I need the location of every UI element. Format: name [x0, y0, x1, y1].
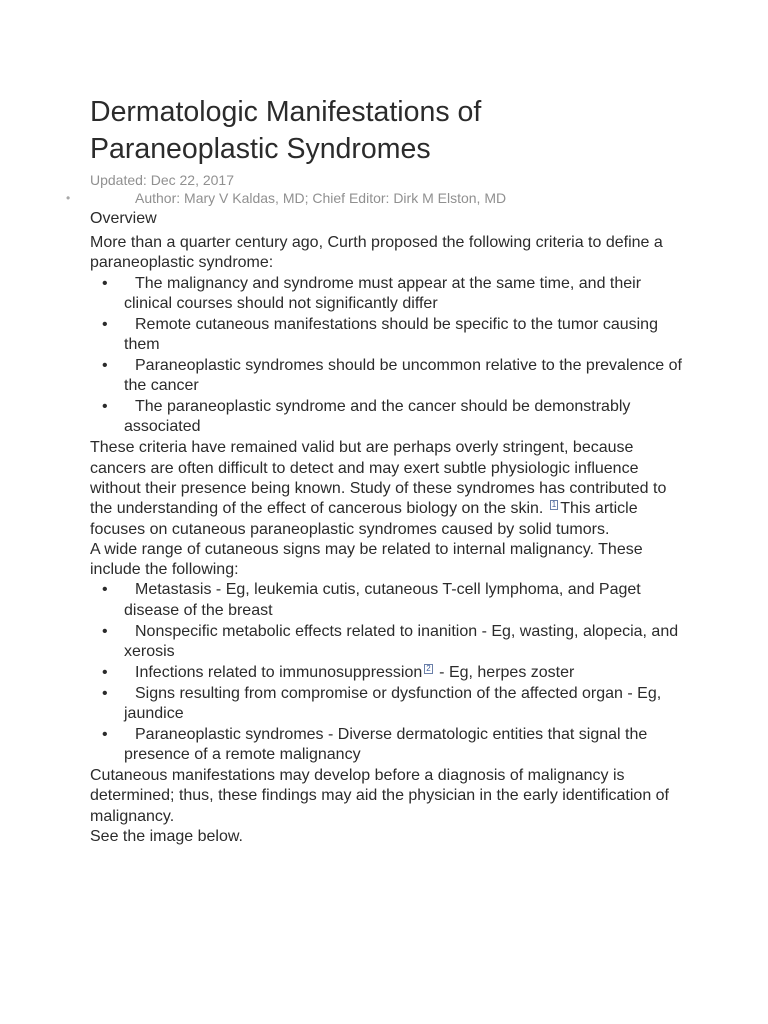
list-item: • Infections related to immunosuppression $^2$ - Eg, herpes zoster	[90, 663, 690, 683]
signs-list	[90, 580, 690, 765]
see-image-paragraph: See the image below.	[90, 827, 243, 845]
intro-paragraph: More than a quarter century ago, Curth proposed the following criteria to define a paraneoplastic syndrome:	[90, 234, 663, 272]
updated-date: Updated: Dec 22, 2017	[90, 172, 234, 188]
bullet-icon: •	[102, 398, 108, 416]
title-line-1: Dermatologic Manifestations of	[90, 96, 482, 128]
criteria-list	[90, 274, 690, 438]
reference-link-1[interactable]: 1	[551, 500, 557, 510]
bullet-icon: •	[102, 315, 108, 333]
bullet-icon: •	[102, 356, 108, 374]
list-item: • Remote cutaneous manifestations should be specific to the tumor causing them	[102, 315, 658, 354]
list-item: • Paraneoplastic syndromes should be uncommon relative to the prevalence of the cancer	[102, 356, 682, 395]
bullet-icon: •	[102, 663, 108, 681]
bullet-icon: •	[102, 725, 108, 743]
list-item: • Signs resulting from compromise or dysfunction of the affected organ - Eg, jaundice	[102, 684, 662, 722]
bullet-icon: •	[102, 274, 108, 292]
section-heading-overview: Overview	[90, 210, 157, 227]
criteria-discussion-paragraph: These criteria have remained valid but are perhaps overly stringent, because cancers are often difficult to detect and may exert subtle physiologic influence without their presence being known. Study of these syndromes has contributed to the understanding of the effect of cancerous biology on the skin. $^1$ This article focuses on cutaneous paraneoplastic syndromes caused by solid tumors.	[90, 439, 667, 538]
list-item: • Nonspecific metabolic effects related to inanition - Eg, wasting, alopecia, and xerosis	[102, 622, 679, 660]
list-item: • The malignancy and syndrome must appear at the same time, and their clinical courses should not significantly differ	[102, 274, 642, 312]
bullet-icon: •	[66, 191, 71, 205]
list-item: • Metastasis - Eg, leukemia cutis, cutaneous T-cell lymphoma, and Paget disease of the breast	[102, 581, 641, 619]
article-title	[90, 94, 690, 168]
list-item: • The paraneoplastic syndrome and the cancer should be demonstrably associated	[102, 398, 631, 436]
early-identification-paragraph: Cutaneous manifestations may develop before a diagnosis of malignancy is determined; thus, these findings may aid the physician in the early identification of malignancy.	[90, 767, 669, 825]
list-item: • Paraneoplastic syndromes - Diverse dermatologic entities that signal the presence of a remote malignancy	[102, 725, 648, 764]
signs-intro-paragraph: A wide range of cutaneous signs may be related to internal malignancy. These include the following:	[90, 540, 643, 579]
author-line	[66, 189, 690, 207]
reference-link-2[interactable]: 2	[426, 663, 431, 673]
bullet-icon: •	[102, 581, 108, 599]
bullet-icon: •	[102, 684, 108, 702]
title-line-2: Paraneoplastic Syndromes	[90, 133, 431, 165]
author-text: Author: Mary V Kaldas, MD; Chief Editor: Dirk M Elston, MD	[135, 190, 507, 206]
article	[66, 94, 690, 847]
bullet-icon: •	[102, 622, 108, 640]
